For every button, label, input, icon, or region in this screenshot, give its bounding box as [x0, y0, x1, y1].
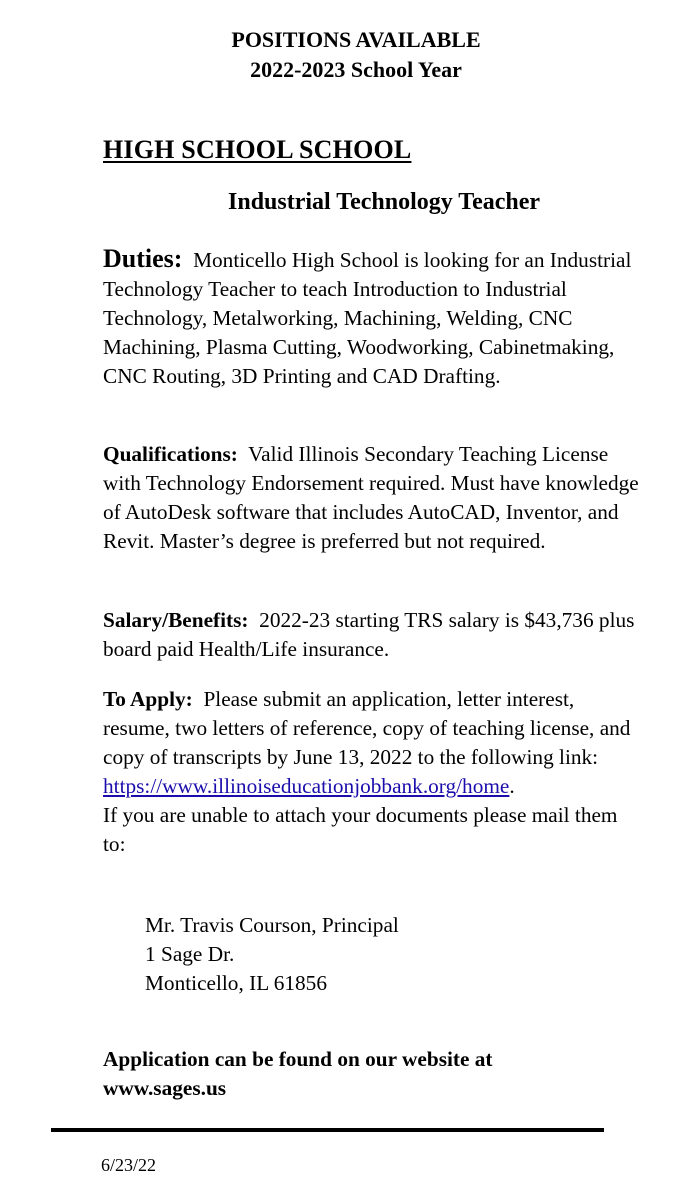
application-note	[103, 1045, 493, 1103]
header-title: POSITIONS AVAILABLE	[231, 27, 481, 52]
mail-instructions: If you are unable to attach your documents please mail them to:	[103, 803, 618, 856]
duties-label: Duties:	[103, 244, 183, 273]
duties-paragraph	[103, 244, 643, 391]
apply-paragraph	[103, 685, 643, 859]
qualifications-text: Valid Illinois Secondary Teaching License with Technology Endorsement required. Must have knowledge of AutoDesk software that includes AutoCAD, Inventor, and Revit. Master’s degree is preferred but not required.	[103, 442, 639, 553]
footer-divider	[51, 1128, 604, 1132]
address-name: Mr. Travis Courson, Principal	[145, 913, 399, 937]
address-street: 1 Sage Dr.	[145, 942, 235, 966]
date-stamp: 6/23/22	[101, 1155, 157, 1175]
section-title: HIGH SCHOOL SCHOOL	[103, 135, 412, 164]
salary-text: 2022-23 starting TRS salary is $43,736 plus board paid Health/Life insurance.	[103, 608, 635, 661]
job-bank-link[interactable]: https://www.illinoiseducationjobbank.org/home	[103, 774, 510, 798]
header-school-year: 2022-2023 School Year	[250, 57, 462, 82]
salary-paragraph	[103, 606, 643, 664]
job-title: Industrial Technology Teacher	[228, 189, 541, 215]
qualifications-label: Qualifications:	[103, 442, 238, 466]
duties-text: Monticello High School is looking for an Industrial Technology Teacher to teach Introduction to Industrial Technology, Metalworking, Machining, Welding, CNC Machining, Plasma Cutting, Woodworking, Cabinetmaking, CNC Routing, 3D Printing and CAD Drafting.	[103, 248, 632, 388]
website-text: www.sages.us	[103, 1076, 227, 1100]
apply-text: Please submit an application, letter interest, resume, two letters of reference, copy of teaching license, and copy of transcripts by June 13, 2022 to the following link:	[103, 687, 631, 769]
apply-label: To Apply:	[103, 687, 193, 711]
application-note-line1: Application can be found on our website at	[103, 1047, 493, 1071]
link-period: .	[509, 774, 515, 798]
qualifications-paragraph	[103, 440, 643, 556]
salary-label: Salary/Benefits:	[103, 608, 249, 632]
address-city: Monticello, IL 61856	[145, 971, 327, 995]
mailing-address	[145, 911, 399, 998]
